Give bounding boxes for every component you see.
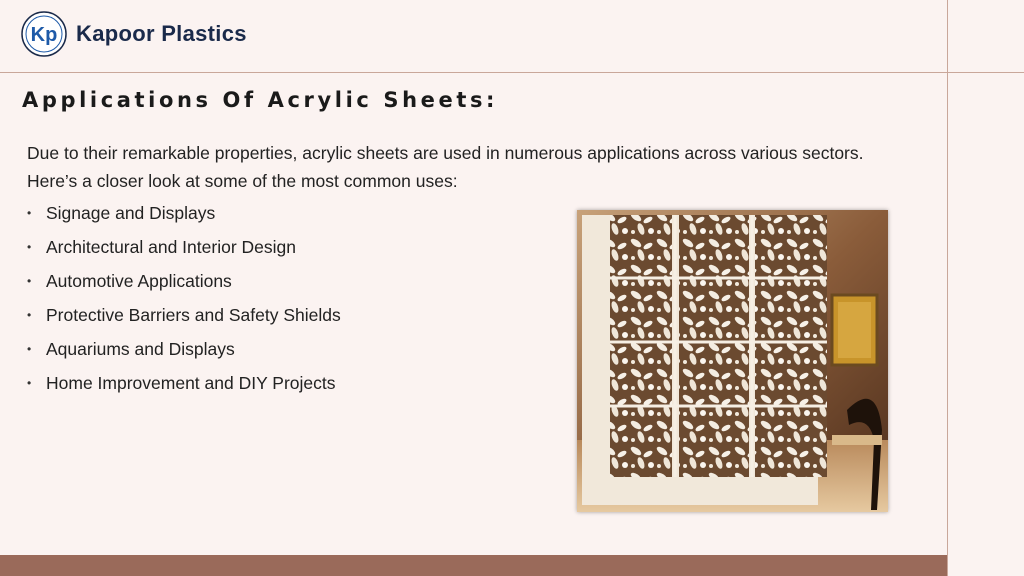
- header-divider: [0, 72, 1024, 73]
- company-logo: [20, 10, 247, 58]
- list-item: • Automotive Applications: [27, 267, 341, 301]
- logo-emblem: [20, 10, 68, 58]
- list-item: • Architectural and Interior Design: [27, 233, 341, 267]
- intro-paragraph: Due to their remarkable properties, acrylic sheets are used in numerous applications across various sectors. Here’s a closer look at some of the most common uses:: [27, 143, 864, 191]
- vertical-divider: [947, 0, 948, 576]
- svg-text:Kp: Kp: [30, 24, 58, 46]
- list-item: • Signage and Displays: [27, 199, 341, 233]
- applications-list: [27, 199, 341, 403]
- list-item: • Protective Barriers and Safety Shields: [27, 301, 341, 335]
- acrylic-screen-photo: [577, 210, 888, 512]
- brand-name: Kapoor Plastics: [76, 21, 247, 46]
- page-title: Applications Of Acrylic Sheets:: [22, 88, 499, 112]
- list-item: • Home Improvement and DIY Projects: [27, 369, 341, 403]
- list-item: • Aquariums and Displays: [27, 335, 341, 369]
- footer-bar: [0, 555, 947, 576]
